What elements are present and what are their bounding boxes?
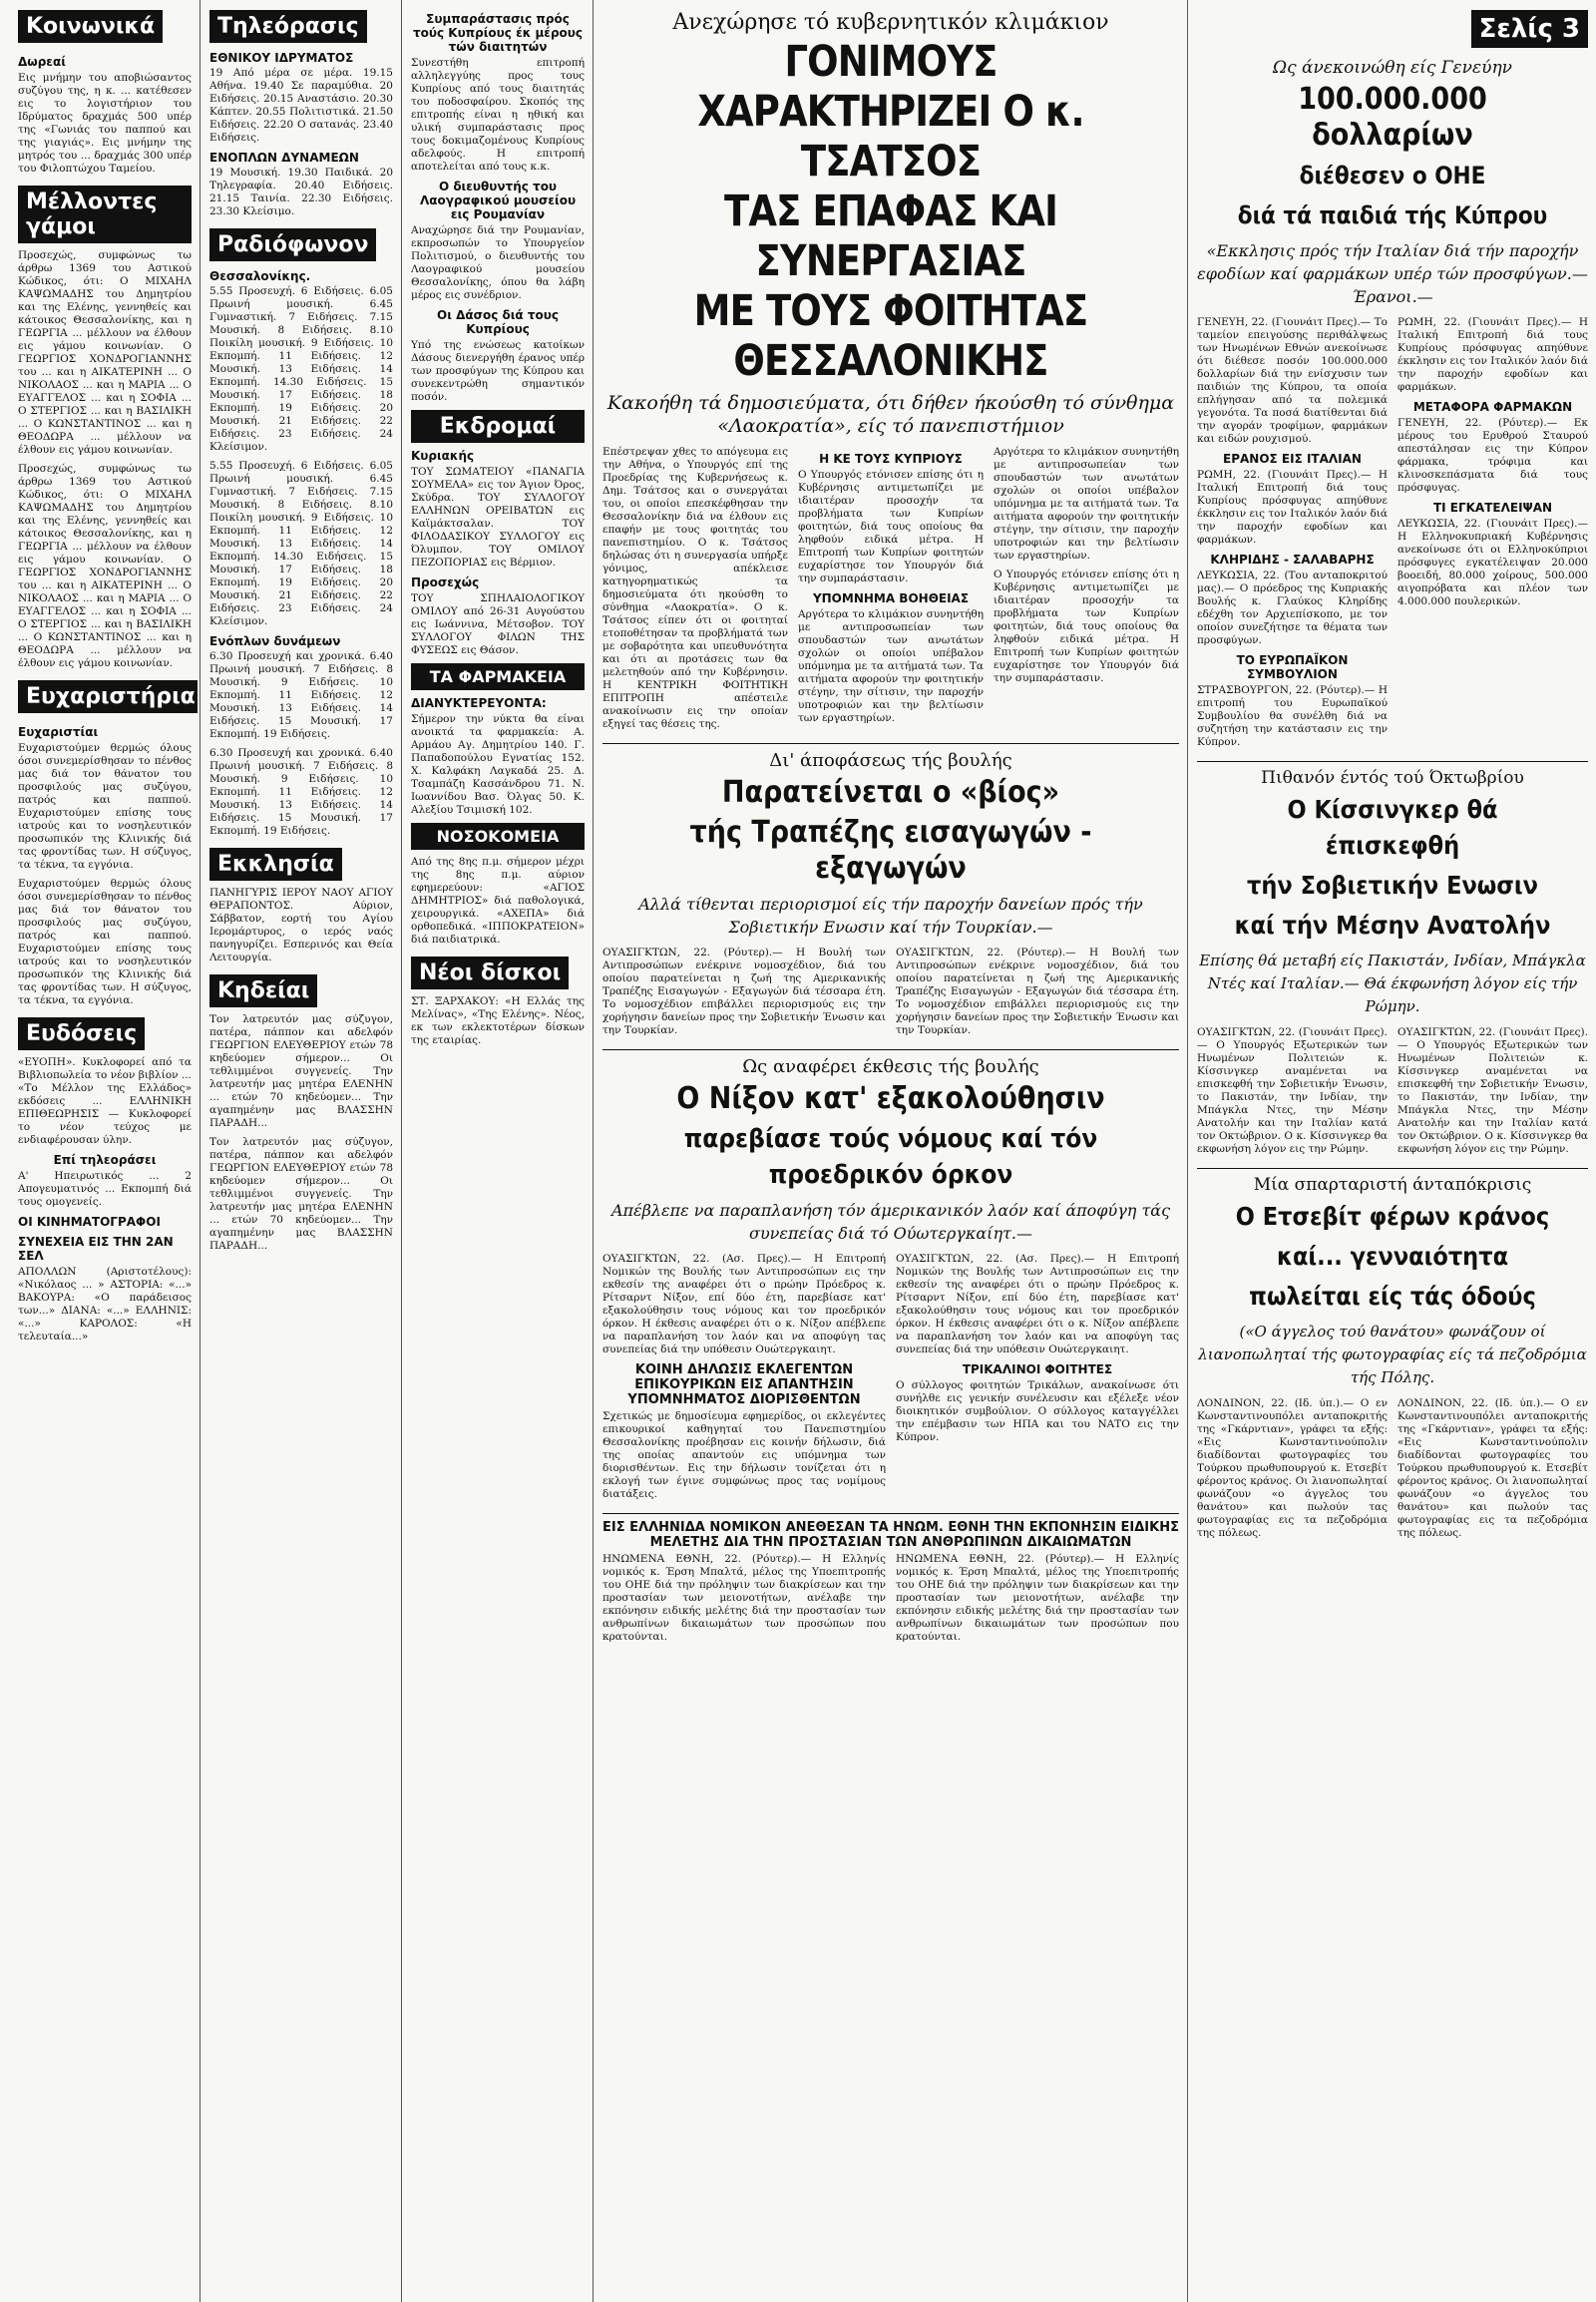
council-sub: ΤΟ ΕΥΡΩΠΑΪΚΟΝ ΣΥΜΒΟΥΛΙΟΝ (1236, 653, 1349, 681)
clerides-text: ΛΕΥΚΩΣΙΑ, 22. (Του ανταποκριτού μας).— Ο πρόεδρος της Κυπριακής Βουλής κ. Γλαύκος Κληρίδης εδέχθη τον Αρχιεπίσκοπο, με τον οποίον συνεζήτησε τα θέματα των προσφύγων. (1197, 570, 1388, 646)
radio-schedule-thessaloniki: 5.55 Προσευχή. 6 Ειδήσεις. 6.05 Πρωινή μουσική. 6.45 Γυμναστική. 7 Ειδήσεις. 7.15 Μουσική. 8 Ειδήσεις. 8.10 Ποικίλη μουσική. 9 Ειδήσεις. 10 Εκπομπή. 11 Ειδήσεις. 12 Μουσική. 13 Ειδήσεις. 14 Εκπομπή. 14.30 Ειδήσεις. 15 Μουσική. 17 Ειδήσεις. 18 Εκπομπή. 19 Ειδήσεις. 20 Μουσική. 21 Ειδήσεις. 22 Ειδήσεις. 23 Ειδήσεις. 24 Κλείσιμον. (209, 285, 393, 453)
folklore-head: Ο διευθυντής του Λαογραφικού μουσείου εις Ρουμανίαν (419, 180, 577, 221)
section-title-publications: Ευδόσεις (18, 1017, 145, 1050)
main-kicker: Ανεχώρησε τό κυβερνητικόν κλιμάκιον (672, 10, 1109, 35)
ecevit-headline-line3: πωλείται είς τάς όδούς (1249, 1282, 1536, 1311)
column-divider (401, 0, 402, 2302)
nixon-text-cont: ΟΥΑΣΙΓΚΤΩΝ, 22. (Ασ. Πρες).— Η Επιτροπή Νομικών της Βουλής των Αντιπροσώπων εις την εκθεσίν της αναφέρει ότι ο πρώην Πρόεδρος κ. Ρίτσαρντ Νίξον, επί δύο έτη, παρεβίασε κατ' εξακολούθησιν τους νόμους και τον προεδρικόν όρκον. Η έκθεσις αναφέρει ότι ο κ. Νίξον απέβλεπε να παραπλανήση τον λαόν και να αποφύγη τας συνεπείας διά την υπόθεσιν Ουώτεργκαιητ. (896, 1253, 1179, 1355)
thanks-text-repeat: Ευχαριστούμεν θερμώς όλους όσοι συνεμερίσθησαν το πένθος μας διά τον θάνατον του προσφιλούς μας συζύγου, πατρός και παππού. Ευχαριστούμεν επίσης τους ιατρούς και το νοσηλευτικόν προσωπικόν της Κλινικής διά τας φροντίδας των. Η σύζυγος, τα τέκνα, τα εγγόνια. (18, 878, 192, 1006)
church-text: ΠΑΝΗΓΥΡΙΣ ΙΕΡΟΥ ΝΑΟΥ ΑΓΙΟΥ ΘΕΡΑΠΟΝΤΟΣ. Αύριον, Σάββατον, εορτή του Αγίου Ιερομάρτυρος, ο ιερός ναός πανηγυρίζει. Εσπερινός και Θεία Λειτουργία. (209, 887, 393, 963)
section-title-church: Εκκλησία (209, 848, 342, 881)
kissinger-headline-line3: καί τήν Μέσην Ανατολήν (1234, 911, 1551, 940)
legal-headline: ΕΙΣ ΕΛΛΗΝΙΔΑ ΝΟΜΙΚΟΝ ΑΝΕΘΕΣΑΝ ΤΑ ΗΝΩΜ. ΕΘΝΗ ΤΗΝ ΕΚΠΟΝΗΣΙΝ ΕΙΔΙΚΗΣ ΜΕΛΕΤΗΣ ΔΙΑ ΤΗΝ ΠΡΟΣΤΑΣΙΑΝ ΤΩΝ ΑΝΘΡΩΠΙΝΩΝ ΔΙΚΑΙΩΜΑΤΩΝ (602, 1520, 1179, 1550)
radio-station-armed: Ενόπλων δυνάμεων (209, 634, 341, 648)
section-title-excursions: Εκδρομαί (411, 410, 585, 443)
un-body (1197, 316, 1588, 755)
bank-text-cont: ΟΥΑΣΙΓΚΤΩΝ, 22. (Ρόυτερ).— Η Βουλή των Αντιπροσώπων ενέκρινε νομοσχέδιον, διά του οποίου παρατείνεται η ζωή της Αμερικανικής Τραπέζης Εισαγωγών - Εξαγωγών διά τέσσαρα έτη. Το νομοσχέδιον επιβάλλει περιορισμούς εις την χορήγησιν δανείων προς την Σοβιετικήν Ένωσιν και την Τουρκίαν. (896, 947, 1179, 1036)
funerals-text-cont: Τον λατρευτόν μας σύζυγον, πατέρα, πάππον και αδελφόν ΓΕΩΡΓΙΟΝ ΕΛΕΥΘΕΡΙΟΥ ετών 78 κηδεύομεν σήμερον... Οι τεθλιμμένοι συγγενείς. Την λατρευτήν μας μητέρα ΕΛΕΝΗΝ ... ετών 70 κηδεύομεν... Την αγαπημένην μας ΒΛΑΣΣΗΝ ΠΑΡΑΔΗ... (209, 1136, 393, 1252)
radio-schedule-thessaloniki-cont: 5.55 Προσευχή. 6 Ειδήσεις. 6.05 Πρωινή μουσική. 6.45 Γυμναστική. 7 Ειδήσεις. 7.15 Μουσική. 8 Ειδήσεις. 8.10 Ποικίλη μουσική. 9 Ειδήσεις. 10 Εκπομπή. 11 Ειδήσεις. 12 Μουσική. 13 Ειδήσεις. 14 Εκπομπή. 14.30 Ειδήσεις. 15 Μουσική. 17 Ειδήσεις. 18 Εκπομπή. 19 Ειδήσεις. 20 Μουσική. 21 Ειδήσεις. 22 Ειδήσεις. 23 Ειδήσεις. 24 Κλείσιμον. (209, 460, 393, 627)
nixon-text: ΟΥΑΣΙΓΚΤΩΝ, 22. (Ασ. Πρες).— Η Επιτροπή Νομικών της Βουλής των Αντιπροσώπων εις την εκθεσίν της αναφέρει ότι ο πρώην Πρόεδρος κ. Ρίτσαρντ Νίξον, επί δύο έτη, παρεβίασε κατ' εξακολούθησιν τους νόμους και τον προεδρικόν όρκον. Η έκθεσις αναφέρει ότι ο κ. Νίξον απέβλεπε να παραπλανήση τον λαόν και να αποφύγη τας συνεπείας διά την υπόθεσιν Ουώτεργκαιητ. (602, 1253, 886, 1355)
section-title-funerals: Κηδείαι (209, 974, 317, 1007)
main-text-cont2: Ο Υπουργός ετόνισεν επίσης ότι η Κυβέρνησις αντιμετωπίζει με ιδιαιτέραν προσοχήν τα προβλήματα των Κυπρίων φοιτητών, διά τους οποίους θα ληφθούν ειδικά μέτρα. Η Επιτροπή των Κυπρίων φοιτητών ευχαρίστησε τον Υπουργόν διά την συμπαράστασιν. (994, 569, 1179, 684)
main-subhead: Κακοήθη τά δημοσιεύματα, ότι δήθεν ήκούσθη τό σύνθημα «Λαοκρατία», είς τό πανεπιστήμιον (606, 392, 1175, 437)
kissinger-body (1197, 1026, 1588, 1162)
excursions-sub: Κυριακής (411, 449, 475, 463)
section-title-thanks: Ευχαριστήρια (18, 680, 198, 713)
main-story-body (602, 446, 1179, 737)
ecevit-headline-line1: Ο Ετσεβίτ φέρων κράνος (1235, 1202, 1550, 1231)
donations-text: Εις μνήμην του αποβιώσαντος συζύγου της, η κ. ... κατέθεσεν εις το λογιστήριον του Ιδρύματος δραχμάς 500 υπέρ της «Γωνιάς του παππού και της γιαγιάς». Εις μνήμην της μητρός του ... δραχμάς 300 υπέρ του Φιλοπτώχου Ταμείου. (18, 72, 192, 175)
column-social (0, 0, 198, 2302)
bank-headline-line2: τής Τραπέζης εισαγωγών - εξαγωγών (689, 815, 1092, 886)
column-main-story (595, 0, 1187, 2302)
main-text-cont: Αργότερα το κλιμάκιον συνηντήθη με αντιπροσωπείαν των σπουδαστών των ανωτάτων σχολών οι οποίοι υπέβαλον υπόμνημα με τα αιτήματά των. Τα αιτήματα αφορούν την φοιτητικήν στέγην, την σίτισιν, την παροχήν υποτροφιών και την βελτίωσιν των εργαστηρίων. (994, 446, 1179, 562)
publications-text: «ΕΥΟΠΗ». Κυκλοφορεί από τα Βιβλιοπωλεία το νέον βιβλίον ... «Το Μέλλον της Ελλάδος» εκδόσεις ... ΕΛΛΗΝΙΚΗ ΕΠΙΘΕΩΡΗΣΙΣ — Κυκλοφορεί το νέον τεύχος με ενδιαφέρουσαν ύλην. (18, 1056, 192, 1146)
records-text: ΣΤ. ΞΑΡΧΑΚΟΥ: «Η Ελλάς της Μελίνας», «Της Ελένης». Νέος, εκ των εκλεκτοτέρων δίσκων της εταιρίας. (411, 995, 585, 1046)
cinemas-head: ΟΙ ΚΙΝΗΜΑΤΟΓΡΑΦΟΙ (18, 1215, 161, 1229)
column-right-stories (1189, 0, 1596, 2302)
thanks-text: Ευχαριστούμεν θερμώς όλους όσοι συνεμερίσθησαν το πένθος μας διά τον θάνατον του προσφιλούς μας συζύγου, πατρός και παππού. Ευχαριστούμεν επίσης τους ιατρούς και το νοσηλευτικόν προσωπικόν της Κλινικής διά τας φροντίδας των. Η σύζυγος, τα τέκνα, τα εγγόνια. (18, 742, 192, 871)
pharmacies-text: Σήμερον την νύκτα θα είναι ανοικτά τα φαρμακεία: Α. Αρμάου Αγ. Δημητρίου 140. Γ. Παπαδοπούλου Εγνατίας 152. Χ. Καλφάκη Λαγκαδά 25. Δ. Τσαμπάζη Κασσάνδρου 71. Ν. Ιωαννίδου Βασ. Όλγας 50. Κ. Αλεξίου Τσιμισκή 102. (411, 713, 585, 816)
bank-text: ΟΥΑΣΙΓΚΤΩΝ, 22. (Ρόυτερ).— Η Βουλή των Αντιπροσώπων ενέκρινε νομοσχέδιον, διά του οποίου παρατείνεται η ζωή της Αμερικανικής Τραπέζης Εισαγωγών - Εξαγωγών διά τέσσαρα έτη. Το νομοσχέδιον επιβάλλει περιορισμούς εις την χορήγησιν δανείων προς την Σοβιετικήν Ένωσιν και την Τουρκίαν. (602, 947, 886, 1036)
column-misc (403, 0, 591, 2302)
trikala-text: Ο σύλλογος φοιτητών Τρικάλων, ανακοίνωσε ότι συνήλθε εις γενικήν συνέλευσιν και εξέλεξε νέον διοικητικόν συμβούλιον. Ο σύλλογος καταγγέλλει την επέμβασιν των ΗΠΑ και του ΝΑΤΟ εις την Κύπρον. (896, 1379, 1179, 1443)
weddings-text-repeat: Προσεχώς, συμφώνως τω άρθρω 1369 του Αστικού Κώδικος, ότι: Ο ΜΙΧΑΗΛ ΚΑΨΩΜΑΔΗΣ του Δημητρίου και της Ελένης, γεννηθείς και κάτοικος Θεσσαλονίκης, και η ΓΕΩΡΓΙΑ ... μέλλουν να έλθουν εις γάμου κοινωνίαν. Ο ΓΕΩΡΓΙΟΣ ΧΟΝΔΡΟΓΙΑΝΝΗΣ του ... και η ΑΙΚΑΤΕΡΙΝΗ ... Ο ΝΙΚΟΛΑΟΣ ... και η ΜΑΡΙΑ ... Ο ΕΥΑΓΓΕΛΟΣ ... και η ΣΟΦΙΑ ... Ο ΣΤΕΡΓΙΟΣ ... και η ΒΑΣΙΛΙΚΗ ... Ο ΚΩΝΣΤΑΝΤΙΝΟΣ ... και η ΘΕΟΔΩΡΑ ... μέλλουν να έλθουν εις γάμου κοινωνίαν. (18, 463, 192, 669)
column-divider (593, 0, 594, 2302)
bank-headline-line1: Παρατείνεται ο «βίος» (721, 775, 1060, 810)
bank-body (602, 947, 1179, 1043)
un-subhead: «Εκκλησις πρός τήν Ιταλίαν διά τήν παροχήν εφοδίων καί φαρμάκων υπέρ τών προσφύγων.— Έρανοι.— (1197, 241, 1588, 306)
italy-text: ΡΩΜΗ, 22. (Γιουνάιτ Πρες).— Η Ιταλική Επιτροπή διά τους Κυπρίους πρόσφυγας απηύθυνε έκκλησιν εις τον Ιταλικόν λαόν διά την παροχήν εφοδίων και φαρμάκων. (1197, 469, 1388, 546)
section-title-pharmacies: ΤΑ ΦΑΡΜΑΚΕΙΑ (411, 663, 585, 690)
section-title-social: Κοινωνικά (18, 10, 163, 43)
funerals-text: Τον λατρευτόν μας σύζυγον, πατέρα, πάππον και αδελφόν ΓΕΩΡΓΙΟΝ ΕΛΕΥΘΕΡΙΟΥ ετών 78 κηδεύομεν σήμερον... Οι τεθλιμμένοι συγγενείς. Την λατρευτήν μας μητέρα ΕΛΕΝΗΝ ... ετών 70 κηδεύομεν... Την αγαπημένην μας ΒΛΑΣΣΗΝ ΠΑΡΑΔΗ... (209, 1013, 393, 1129)
kissinger-headline-line2: τήν Σοβιετικήν Ενωσιν (1247, 871, 1538, 900)
main-text-memo: Αργότερα το κλιμάκιον συνηντήθη με αντιπροσωπείαν των σπουδαστών των ανωτάτων σχολών οι οποίοι υπέβαλον υπόμνημα με τα αιτήματά των. Τα αιτήματα αφορούν την φοιτητικήν στέγην, την σίτισιν, την παροχήν υποτροφιών και την βελτίωσιν των εργαστηρίων. (798, 608, 984, 724)
radio-schedule-armed-cont: 6.30 Προσευχή και χρονικά. 6.40 Πρωινή μουσική. 7 Ειδήσεις. 8 Μουσική. 9 Ειδήσεις. 10 Εκπομπή. 11 Ειδήσεις. 12 Μουσική. 13 Ειδήσεις. 14 Ειδήσεις. 15 Μουσική. 17 Εκπομπή. 19 Ειδήσεις. (209, 747, 393, 837)
ecevit-text-cont: ΛΟΝΔΙΝΟΝ, 22. (Ιδ. ύπ.).— Ο εν Κωνσταντινουπόλει ανταποκριτής της «Γκάρντιαν», γράφει τα εξής: «Εις Κωνσταντινούπολιν διαδίδονται φωτογραφίες του Τούρκου πρωθυπουργού κ. Ετσεβίτ φέροντος κράνος. Οι λιανοπωληταί φωνάζουν «ο άγγελος του θανάτου» και πωλούν τας φωτογραφίας εις τα πεζοδρόμια της πόλεως. (1397, 1397, 1588, 1539)
italy-sub: ΕΡΑΝΟΣ ΕΙΣ ΙΤΑΛΙΑΝ (1223, 452, 1362, 466)
section-sub-thanks: Ευχαριστίαι (18, 725, 99, 739)
section-title-radio: Ραδιόφωνον (209, 228, 376, 261)
main-sub-cypriots: Η ΚΕ ΤΟΥΣ ΚΥΠΡΙΟΥΣ (819, 452, 963, 466)
upcoming-sub: Προσεχώς (411, 576, 480, 589)
ecevit-text: ΛΟΝΔΙΝΟΝ, 22. (Ιδ. ύπ.).— Ο εν Κωνσταντινουπόλει ανταποκριτής της «Γκάρντιαν», γράφει τα εξής: «Εις Κωνσταντινούπολιν διαδίδονται φωτογραφίες του Τούρκου πρωθυπουργού κ. Ετσεβίτ φέροντος κράνος. Οι λιανοπωληταί φωνάζουν «ο άγγελος του θανάτου» και πωλούν τας φωτογραφίας εις τα πεζοδρόμια της πόλεως. (1197, 1397, 1388, 1539)
section-title-records: Νέοι δίσκοι (411, 957, 569, 989)
kissinger-subhead: Επίσης θά μεταβή είς Πακιστάν, Ινδίαν, Μπάγκλα Ντές καί Ιταλίαν.— Θά έκφωνήση λόγον είς τήν Ρώμην. (1199, 952, 1586, 1015)
upcoming-text: ΤΟΥ ΣΠΗΛΑΙΟΛΟΓΙΚΟΥ ΟΜΙΛΟΥ από 26-31 Αυγούστου εις Ιωάννινα, Μέτσοβον. ΤΟΥ ΣΥΛΛΟΓΟΥ ΦΙΛΩΝ ΤΗΣ ΦΥΣΕΩΣ εις Θάσον. (411, 592, 585, 656)
epik-headline: ΚΟΙΝΗ ΔΗΛΩΣΙΣ ΕΚΛΕΓΕΝΤΩΝ ΕΠΙΚΟΥΡΙΚΩΝ ΕΙΣ ΑΠΑΝΤΗΣΙΝ ΥΠΟΜΝΗΜΑΤΟΣ ΔΙΟΡΙΣΘΕΝΤΩΝ (627, 1362, 861, 1407)
nixon-subhead: Απέβλεπε να παραπλανήση τόν άμερικανικόν λαόν καί άποφύγη τάς συνεπείας διά τό Ούωτεργκαίητ.— (610, 1201, 1171, 1243)
un-kicker: Ως άνεκοινώθη είς Γενεύην (1273, 58, 1512, 78)
main-headline-line3: ΜΕ ΤΟΥΣ ΦΟΙΤΗΤΑΣ ΘΕΣΣΑΛΟΝΙΚΗΣ (693, 286, 1088, 386)
folklore-text: Αναχώρησε διά την Ρουμανίαν, εκπροσωπών το Υπουργείον Πολιτισμού, ο διευθυντής του Λαογραφικού μουσείου Θεσσαλονίκης, όπου θα λάβη μέρος εις συνέδριον. (411, 224, 585, 301)
un-headline-line3: διά τά παιδιά τής Κύπρου (1237, 201, 1548, 229)
main-headline-line2: ΤΑΣ ΕΠΑΦΑΣ ΚΑΙ ΣΥΝΕΡΓΑΣΙΑΣ (723, 187, 1058, 286)
excursions-text: ΤΟΥ ΣΩΜΑΤΕΙΟΥ «ΠΑΝΑΓΙΑ ΣΟΥΜΕΛΑ» εις τον Άγιον Όρος, Σκύδρα. ΤΟΥ ΣΥΛΛΟΓΟΥ ΕΛΛΗΝΩΝ ΟΡΕΙΒΑΤΩΝ εις Καϊμάκτσαλαν. ΤΟΥ ΦΙΛΟΔΑΣΙΚΟΥ ΣΥΛΛΟΓΟΥ εις Όλυμπον. ΤΟΥ ΟΜΙΛΟΥ ΠΕΖΟΠΟΡΙΑΣ εις Βέρμιον. (411, 466, 585, 569)
kissinger-text-cont: ΟΥΑΣΙΓΚΤΩΝ, 22. (Γιουνάιτ Πρες).— Ο Υπουργός Εξωτερικών των Ηνωμένων Πολιτειών κ. Κίσσινγκερ αναμένεται να επισκεφθή την Σοβιετικήν Ένωσιν, το Πακιστάν, την Ινδίαν, την Μπάγκλα Ντες, την Μέσην Ανατολήν και την Ιταλίαν κατά τον Οκτώβριον. Ο κ. Κίσσινγκερ θα εκφωνήση λόγον εις την Ρώμην. (1397, 1026, 1588, 1155)
solidarity-head: Συμπαράστασις πρός τούς Κυπρίους έκ μέρους τών διαιτητών (412, 12, 584, 54)
dasos-text: Υπό της ενώσεως κατοίκων Δάσους διενεργήθη έρανος υπέρ των προσφύγων της Κύπρου και συνεκεντρώθη σημαντικόν ποσόν. (411, 339, 585, 403)
section-title-weddings: Μέλλοντες γάμοι (18, 186, 192, 243)
epik-text: Σχετικώς με δημοσίευμα εφημερίδος, οι εκλεγέντες επικουρικοί καθηγηταί του Πανεπιστημίου Θεσσαλονίκης προέβησαν εις κοινήν δήλωσιν, διά της οποίας απαντούν εις υπόμνημα των διορισθέντων. Εις την δήλωσιν τονίζεται ότι η εκλογή των έγινε συμφώνως προς τας νομίμους διατάξεις. (602, 1410, 886, 1500)
kissinger-headline-line1: Ο Κίσσινγκερ θά έπισκεφθή (1287, 795, 1498, 860)
abandoned-text: ΛΕΥΚΩΣΙΑ, 22. (Γιουνάιτ Πρες).— Η Ελληνοκυπριακή Κυβέρνησις ανεκοίνωσε ότι οι Ελληνοκύπριοι πρόσφυγες εγκατέλειψαν 20.000 βοοειδή, 80.000 χοίρους, 500.000 αιγοπρόβατα και πλέον των 4.000.000 πουλερικών. (1397, 518, 1588, 607)
nixon-headline-line2: παρεβίασε τούς νόμους καί τόν προεδρικόν όρκον (683, 1124, 1098, 1190)
un-headline-line1: 100.000.000 δολλαρίων (1298, 82, 1487, 153)
cinemas-text: ΑΠΟΛΛΩΝ (Αριστοτέλους): «Νικόλαος ... » ΑΣΤΟΡΙΑ: «...» ΒΑΚΟΥΡΑ: «Ο παράδεισος των...» ΔΙΑΝΑ: «...» ΕΛΛΗΝΙΣ: «...» ΚΑΡΟΛΟΣ: «Η τελευταία...» (18, 1266, 192, 1343)
kissinger-kicker: Πιθανόν έντός τού Όκτωβρίου (1261, 768, 1524, 788)
tv-notice-head: Επί τηλεοράσει (53, 1153, 157, 1167)
nixon-body (602, 1253, 1179, 1507)
ecevit-body (1197, 1397, 1588, 1546)
kissinger-text: ΟΥΑΣΙΓΚΤΩΝ, 22. (Γιουνάιτ Πρες).— Ο Υπουργός Εξωτερικών των Ηνωμένων Πολιτειών κ. Κίσσινγκερ αναμένεται να επισκεφθή την Σοβιετικήν Ένωσιν, το Πακιστάν, την Ινδίαν, την Μπάγκλα Ντες, την Μέσην Ανατολήν και την Ιταλίαν κατά τον Οκτώβριον. Ο κ. Κίσσινγκερ θα εκφωνήση λόγον εις την Ρώμην. (1197, 1026, 1388, 1155)
pharmacies-sub: ΔΙΑΝΥΚΤΕΡΕΥΟΝΤΑ: (411, 696, 547, 710)
cinemas-sub: ΣΥΝΕΧΕΙΑ ΕΙΣ ΤΗΝ 2ΑΝ ΣΕΛ (18, 1235, 174, 1263)
ecevit-headline-line2: καί... γενναιότητα (1276, 1242, 1509, 1271)
main-text-cypriots: Ο Υπουργός ετόνισεν επίσης ότι η Κυβέρνησις αντιμετωπίζει με ιδιαιτέραν προσοχήν τα προβλήματα των Κυπρίων φοιτητών, διά τους οποίους θα ληφθούν ειδικά μέτρα. Η Επιτροπή των Κυπρίων φοιτητών ευχαρίστησε τον Υπουργόν διά την συμπαράστασιν. (798, 469, 984, 584)
section-title-hospitals: ΝΟΣΟΚΟΜΕΙΑ (411, 823, 585, 850)
legal-body (602, 1553, 1179, 1650)
un-text: ΓΕΝΕΥΗ, 22. (Γιουνάιτ Πρες).— Το ταμείον επειγούσης περιθάλψεως των Ηνωμένων Εθνών ανεκοίνωσε ότι διέθεσε ποσόν 100.000.000 δολλαρίων διά την ενίσχυσιν των παιδιών της Κύπρου, τα οποία επλήγησαν από τα πολεμικά γεγονότα. Τα ποσά διατίθενται διά την αγοράν τροφίμων, φαρμάκων και ειδών ρουχισμού. (1197, 316, 1388, 445)
column-divider (1187, 0, 1188, 2302)
tv-station-national: ΕΘΝΙΚΟΥ ΙΔΡΥΜΑΤΟΣ (209, 51, 354, 65)
bank-subhead: Αλλά τίθενται περιορισμοί είς τήν παροχήν δανείων πρός τήν Σοβιετικήν Ενωσιν καί τήν Τουρκίαν.— (638, 895, 1143, 937)
trikala-sub: ΤΡΙΚΑΛΙΝΟΙ ΦΟΙΤΗΤΕΣ (962, 1362, 1113, 1376)
section-title-tv: Τηλεόρασις (209, 10, 367, 43)
transfer-text: ΓΕΝΕΥΗ, 22. (Ρόυτερ).— Εκ μέρους του Ερυθρού Σταυρού απεστάλησαν εις την Κύπρον φάρμακα, τρόφιμα και κλινοσκεπάσματα διά τους πρόσφυγας. (1397, 417, 1588, 494)
radio-station-thessaloniki: Θεσσαλονίκης. (209, 269, 311, 283)
ecevit-subhead: («Ο άγγελος τού θανάτου» φωνάζουν οί λιανοπωληταί τής φωτογραφίας είς τά πεζοδρόμια τής Πόλης. (1198, 1323, 1587, 1386)
council-text: ΣΤΡΑΣΒΟΥΡΓΟΝ, 22. (Ρόυτερ).— Η επιτροπή του Ευρωπαϊκού Συμβουλίου θα συνέλθη διά να συζητήση την κατάστασιν εις την Κύπρον. (1197, 684, 1388, 748)
tv-schedule-national: 19 Από μέρα σε μέρα. 19.15 Αθήνα. 19.40 Σε παραμύθια. 20 Ειδήσεις. 20.15 Αναστάσιο. 20.30 Κάπτεν. 20.55 Πολιτιστικά. 21.50 Ειδήσεις. 22.20 Ο σατανάς. 23.40 Ειδήσεις. (209, 67, 393, 144)
ecevit-kicker: Μία σπαρταριστή άνταπόκρισις (1253, 1175, 1532, 1195)
main-lead-text: Επέστρεψαν χθες το απόγευμα εις την Αθήνα, ο Υπουργός επί της Προεδρίας της Κυβερνήσεως κ. Δημ. Τσάτσος και ο συνεργάται του, οι οποίοι επεσκέφθησαν την Θεσσαλονίκην διά να έλθουν εις επαφήν με τους φοιτητάς του πανεπιστημίου. Ο κ. Τσάτσος δηλώσας ότι η συνεργασία υπήρξε γόνιμος, απέκλεισε κατηγορηματικώς τα δημοσιεύματα ότι ηκούσθη το σύνθημα «Λαοκρατία». Ο κ. Τσάτσος είπεν ότι οι φοιτηταί ετοποθέτησαν τα προβλήματά των με σοβαρότητα και υπευθυνότητα και ότι αι προτάσεις των θα μελετηθούν από την Κυβέρνησιν. Η ΚΕΝΤΡΙΚΗ ΦΟΙΤΗΤΙΚΗ ΕΠΙΤΡΟΠΗ απέστειλε ανακοίνωσιν εις την οποίαν εξηγεί τας θέσεις της. (602, 446, 788, 730)
page-label: Σελίς 3 (1471, 10, 1588, 48)
abandoned-sub: ΤΙ ΕΓΚΑΤΕΛΕΙΨΑΝ (1432, 501, 1553, 515)
radio-schedule-armed: 6.30 Προσευχή και χρονικά. 6.40 Πρωινή μουσική. 7 Ειδήσεις. 8 Μουσική. 9 Ειδήσεις. 10 Εκπομπή. 11 Ειδήσεις. 12 Μουσική. 13 Ειδήσεις. 14 Ειδήσεις. 15 Μουσική. 17 Εκπομπή. 19 Ειδήσεις. (209, 650, 393, 740)
tv-station-armed: ΕΝΟΠΛΩΝ ΔΥΝΑΜΕΩΝ (209, 151, 359, 165)
legal-text: ΗΝΩΜΕΝΑ ΕΘΝΗ, 22. (Ρόυτερ).— Η Ελληνίς νομικός κ. Έρση Μπαλτά, μέλος της Υποεπιτροπής του ΟΗΕ διά την πρόληψιν των διακρίσεων και την προστασίαν των μειονοτήτων, ανέλαβε την εκπόνησιν ειδικής μελέτης διά την προστασίαν των ανθρωπίνων δικαιωμάτων των προσώπων που κρατούνται. (602, 1553, 886, 1643)
nixon-headline-line1: Ο Νίξον κατ' εξακολούθησιν (676, 1081, 1105, 1116)
tv-notice-text: Α' Ηπειρωτικός ... 2 Απογευματινός ... Εκπομπή διά τους ομογενείς. (18, 1170, 192, 1208)
solidarity-text: Συνεστήθη επιτροπή αλληλεγγύης προς τους Κυπρίους από τους διαιτητάς του ποδοσφαίρου. Σκοπός της επιτροπής είναι η ηθική και υλική συμπαράστασις προς τους δοκιμαζομένους Κυπρίους αδελφούς. Η επιτροπή αποτελείται από τους κ.κ. (411, 57, 585, 173)
legal-text-cont: ΗΝΩΜΕΝΑ ΕΘΝΗ, 22. (Ρόυτερ).— Η Ελληνίς νομικός κ. Έρση Μπαλτά, μέλος της Υποεπιτροπής του ΟΗΕ διά την πρόληψιν των διακρίσεων και την προστασίαν των μειονοτήτων, ανέλαβε την εκπόνησιν ειδικής μελέτης διά την προστασίαν των ανθρωπίνων δικαιωμάτων των προσώπων που κρατούνται. (896, 1553, 1179, 1643)
clerides-sub: ΚΛΗΡΙΔΗΣ - ΣΑΛΑΒΑΡΗΣ (1210, 553, 1375, 567)
main-sub-memo: ΥΠΟΜΝΗΜΑ ΒΟΗΘΕΙΑΣ (812, 591, 970, 605)
section-sub-donations: Δωρεαί (18, 55, 66, 69)
column-tv-radio (201, 0, 399, 2302)
dasos-head: Οι Δάσος διά τους Κυπρίους (437, 308, 559, 336)
nixon-kicker: Ως αναφέρει έκθεσις τής βουλής (742, 1056, 1039, 1077)
hospitals-text: Από της 8ης π.μ. σήμερον μέχρι της 8ης π.μ. αύριον εφημερεύουν: «ΑΓΙΟΣ ΔΗΜΗΤΡΙΟΣ» διά παθολογικά, χειρουργικά. «ΑΧΕΠΑ» διά ορθοπεδικά. «ΙΠΠΟΚΡΑΤΕΙΟΝ» διά παιδιατρικά. (411, 856, 585, 946)
main-headline-line1: ΓΟΝΙΜΟΥΣ ΧΑΡΑΚΤΗΡΙΖΕΙ Ο κ. ΤΣΑΤΣΟΣ (697, 37, 1084, 187)
bank-kicker: Δι' άποφάσεως τής βουλής (769, 750, 1012, 771)
un-headline-line2: διέθεσεν ο ΟΗΕ (1299, 162, 1486, 190)
un-text-cont: ΡΩΜΗ, 22. (Γιουνάιτ Πρες).— Η Ιταλική Επιτροπή διά τους Κυπρίους πρόσφυγας απηύθυνε έκκλησιν εις τον Ιταλικόν λαόν διά την παροχήν εφοδίων και φαρμάκων. (1397, 316, 1588, 393)
transfer-sub: ΜΕΤΑΦΟΡΑ ΦΑΡΜΑΚΩΝ (1412, 400, 1573, 414)
tv-schedule-armed: 19 Μουσική. 19.30 Παιδικά. 20 Τηλεγραφία. 20.40 Ειδήσεις. 21.15 Ταινία. 22.30 Ειδήσεις. 23.30 Κλείσιμο. (209, 167, 393, 217)
weddings-text: Προσεχώς, συμφώνως τω άρθρω 1369 του Αστικού Κώδικος, ότι: Ο ΜΙΧΑΗΛ ΚΑΨΩΜΑΔΗΣ του Δημητρίου και της Ελένης, γεννηθείς και κάτοικος Θεσσαλονίκης, και η ΓΕΩΡΓΙΑ ... μέλλουν να έλθουν εις γάμου κοινωνίαν. Ο ΓΕΩΡΓΙΟΣ ΧΟΝΔΡΟΓΙΑΝΝΗΣ του ... και η ΑΙΚΑΤΕΡΙΝΗ ... Ο ΝΙΚΟΛΑΟΣ ... και η ΜΑΡΙΑ ... Ο ΕΥΑΓΓΕΛΟΣ ... και η ΣΟΦΙΑ ... Ο ΣΤΕΡΓΙΟΣ ... και η ΒΑΣΙΛΙΚΗ ... Ο ΚΩΝΣΤΑΝΤΙΝΟΣ ... και η ΘΕΟΔΩΡΑ ... μέλλουν να έλθουν εις γάμου κοινωνίαν. (18, 249, 192, 456)
